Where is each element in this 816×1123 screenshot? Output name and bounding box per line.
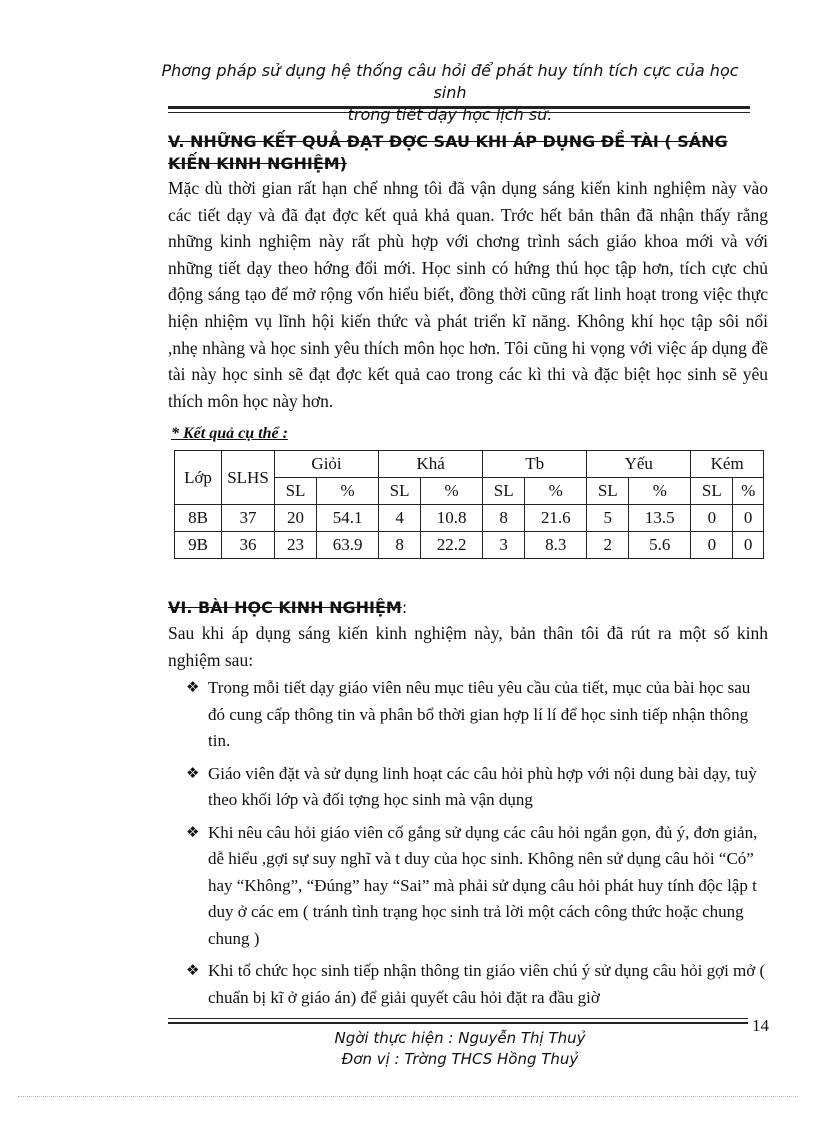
subheader-sl: SL [275, 478, 317, 505]
table-cell: 63.9 [317, 532, 379, 559]
section-6-title-wrap [168, 597, 407, 619]
table-row [175, 505, 764, 532]
page-header [150, 60, 750, 126]
table-cell: 2 [587, 532, 629, 559]
results-subheading: * Kết quả cụ thể : [171, 425, 288, 442]
subheader-pct: % [629, 478, 691, 505]
section-6-title: VI. BÀI HỌC KINH NGHIỆM [168, 598, 402, 617]
header-gioi: Giỏi [275, 451, 379, 478]
table-cell: 23 [275, 532, 317, 559]
list-item-text: Khi tổ chức học sinh tiếp nhận thông tin giáo viên chú ý sử dụng câu hỏi gợi mở ( chuẩn bị kĩ ở giáo án) để giải quyết câu hỏi đặt ra đầu giờ [208, 961, 766, 1007]
header-tb: Tb [483, 451, 587, 478]
table-cell: 8 [483, 505, 525, 532]
section-5-paragraph: Mặc dù thời gian rất hạn chế nhng tôi đã vận dụng sáng kiến kinh nghiệm này vào các tiết dạy và đã đạt đợc kết quả khả quan. Trớc hết bản thân đã nhận thấy rằng những kinh nghiệm này rất phù hợp với chơng trình sách giáo khoa mới và với những tiết dạy theo hớng đổi mới. Học sinh có hứng thú học tập hơn, tích cực chủ động sáng tạo để mở rộng vốn hiểu biết, đồng thời cũng rất linh hoạt trong việc thực hiện nhiệm vụ lĩnh hội kiến thức và phát triển kĩ năng. Không khí học tập sôi nổi ,nhẹ nhàng và học sinh yêu thích môn học hơn. Tôi cũng hi vọng với việc áp dụng đề tài này học sinh sẽ đạt đợc kết quả cao trong các kì thi và đặc biệt học sinh sẽ yêu thích môn học này hơn. [168, 178, 768, 411]
table-cell: 0 [691, 505, 733, 532]
subheader-pct: % [733, 478, 764, 505]
table-cell: 37 [222, 505, 275, 532]
subheader-sl: SL [587, 478, 629, 505]
list-item-text: Trong mỗi tiết dạy giáo viên nêu mục tiêu yêu cầu của tiết, mục của bài học sau đó cung cấp thông tin và phân bổ thời gian hợp lí lí để học sinh tiếp nhận thông tin. [208, 678, 751, 750]
header-line-2: trong tiết dạy học lịch sử. [347, 105, 553, 124]
table-cell: 22.2 [421, 532, 483, 559]
diamond-bullet-icon: ❖ [186, 822, 200, 841]
list-item [186, 820, 766, 953]
list-item [186, 675, 766, 755]
list-item [186, 958, 766, 1011]
page-footer [170, 1028, 750, 1070]
table-cell: 0 [691, 532, 733, 559]
header-kem: Kém [691, 451, 764, 478]
table-cell: 5 [587, 505, 629, 532]
header-kha: Khá [379, 451, 483, 478]
footer-author: Ngời thực hiện : Nguyễn Thị Thuỷ [334, 1029, 586, 1047]
lessons-list [186, 675, 766, 1017]
table-cell: 36 [222, 532, 275, 559]
footer-unit: Đơn vị : Trờng THCS Hồng Thuỷ [341, 1050, 579, 1068]
table-cell: 10.8 [421, 505, 483, 532]
list-item [186, 761, 766, 814]
table-cell: 9B [175, 532, 222, 559]
table-cell: 8.3 [525, 532, 587, 559]
diamond-bullet-icon: ❖ [186, 961, 200, 979]
subheader-pct: % [317, 478, 379, 505]
table-cell: 3 [483, 532, 525, 559]
table-cell: 0 [733, 505, 764, 532]
table-cell: 13.5 [629, 505, 691, 532]
table-row [175, 532, 764, 559]
subheader-sl: SL [483, 478, 525, 505]
page-number: 14 [752, 1016, 769, 1035]
diamond-bullet-icon: ❖ [186, 763, 200, 782]
section-5-title: V. NHỮNG KẾT QUẢ ĐẠT ĐỢC SAU KHI ÁP DỤNG ĐỀ TÀI ( SÁNG KIẾN KINH NGHIỆM) [168, 132, 728, 173]
header-lop: Lớp [175, 451, 222, 505]
header-line-1: Phơng pháp sử dụng hệ thống câu hỏi để phát huy tính tích cực của học sinh [161, 61, 739, 102]
section-6-intro: Sau khi áp dụng sáng kiến kinh nghiệm này, bản thân tôi đã rút ra một số kinh nghiệm sau: [168, 623, 768, 670]
diamond-bullet-icon: ❖ [186, 678, 200, 696]
table-header-row [175, 451, 764, 478]
header-slhs: SLHS [222, 451, 275, 505]
header-rule [168, 106, 750, 113]
table-cell: 8B [175, 505, 222, 532]
table-cell: 0 [733, 532, 764, 559]
subheader-pct: % [421, 478, 483, 505]
results-table [174, 450, 764, 559]
subheader-sl: SL [379, 478, 421, 505]
table-cell: 4 [379, 505, 421, 532]
table-cell: 5.6 [629, 532, 691, 559]
header-yeu: Yếu [587, 451, 691, 478]
list-item-text: Khi nêu câu hỏi giáo viên cố gắng sử dụng các câu hỏi ngắn gọn, đủ ý, đơn giản, dễ hiểu ,gợi sự suy nghĩ và t duy của học sinh. Không nên sử dụng câu hỏi “Có” hay “Không”, “Đúng” hay “Sai” mà phải sử dụng câu hỏi phát huy tính độc lập t duy ở các em ( tránh tình trạng học sinh trả lời một cách công thức hoặc chung chung ) [208, 822, 758, 948]
table-cell: 8 [379, 532, 421, 559]
subheader-sl: SL [691, 478, 733, 505]
footer-rule [168, 1018, 748, 1024]
section-6-title-suffix: : [401, 598, 408, 617]
subheader-pct: % [525, 478, 587, 505]
table-cell: 54.1 [317, 505, 379, 532]
list-item-text: Giáo viên đặt và sử dụng linh hoạt các câu hỏi phù hợp với nội dung bài dạy, tuỳ theo khối lớp và đối tợng học sinh mà vận dụng [208, 763, 757, 809]
table-cell: 20 [275, 505, 317, 532]
table-cell: 21.6 [525, 505, 587, 532]
page-bottom-divider [18, 1096, 798, 1097]
